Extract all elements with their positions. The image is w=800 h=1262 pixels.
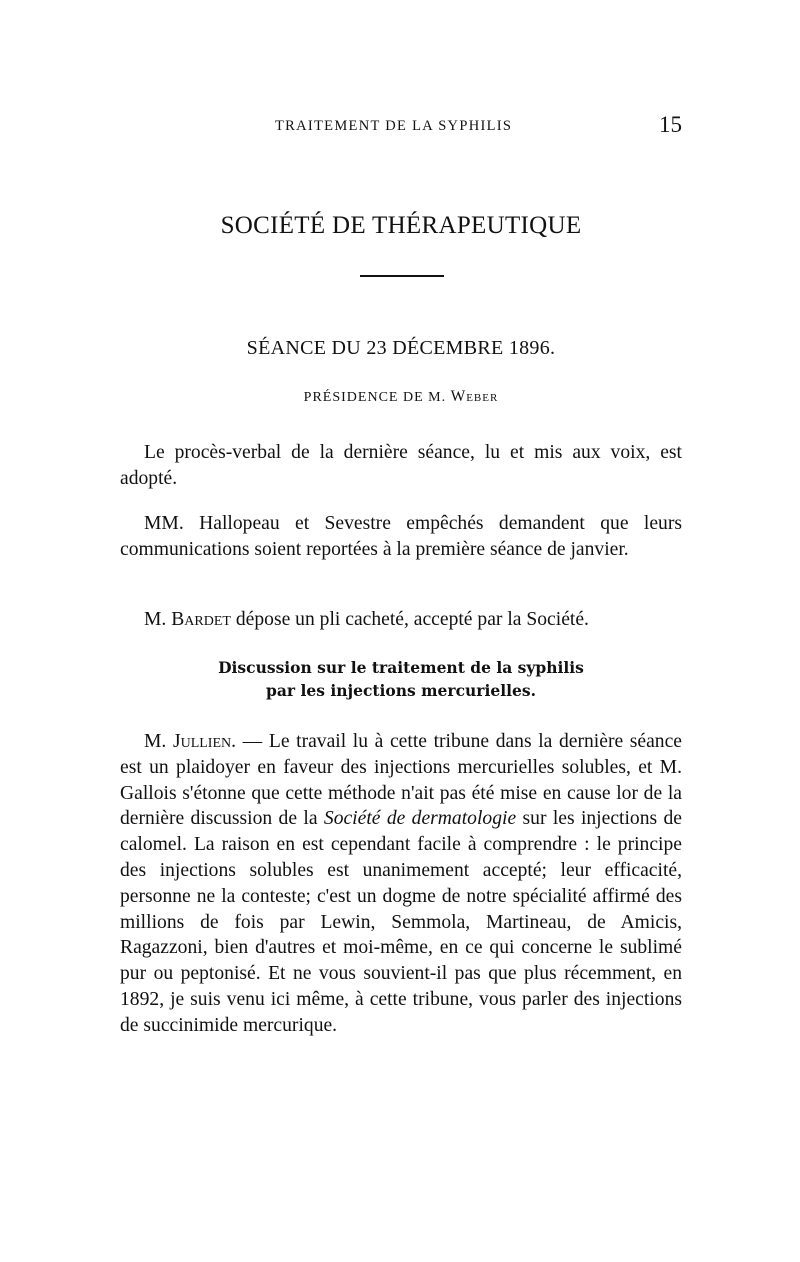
jullien-name: Jullien [172,731,232,752]
paragraph-jullien [120,729,682,1039]
jullien-italic-society: Société de dermatologie [323,808,517,830]
postponement-text: MM. Hallopeau et Sevestre empêchés demandent que leurs communications soient reportées à la première séance de janvier. [120,513,682,560]
paragraph-postponement [120,511,682,563]
bardet-name: Bardet [171,609,231,630]
presidence-prefix: PRÉSIDENCE DE M. [303,390,447,405]
paragraph-bardet [120,607,682,633]
seance-date: SÉANCE DU 23 DÉCEMBRE 1896. [246,337,556,359]
discussion-heading [120,656,682,702]
discussion-heading-line2: par les injections mercurielles. [266,681,536,700]
page-number: 15 [659,112,682,137]
title-rule [360,275,444,277]
minutes-text: Le procès-verbal de la dernière séance, lu et mis aux voix, est adopté. [120,442,682,489]
jullien-text-b: sur les injections de calomel. La raison en est cependant facile à comprendre : le principe des injections solubles est unanimement accepté; leur efficacité, personne ne la conteste; c'est un dogme de notre spécialité affirmé des millions de fois par Lewin, Semmola, Martineau, de Amicis, Ragazzoni, bien d'autres et moi-même, en ce qui concerne le sublimé pur ou peptonisé. Et ne vous souvient-il pas que plus récemment, en 1892, je suis venu ici même, à cette tribune, vous parler des injections de succinimide mercurique. [120,808,682,1036]
jullien-text-a: . — Le travail lu à cette tribune dans la dernière séance est un plaidoyer en faveur des injections mercurielles solubles, et M. Gallois s'étonne que cette méthode n'ait pas été mise en cause lor de la dernière discussion de la [120,731,682,830]
jullien-prefix: M. [144,731,167,752]
bardet-prefix: M. [144,609,167,630]
paragraph-minutes [120,440,682,492]
president-name: Weber [450,388,499,405]
running-header [120,114,682,138]
presidence-line [120,388,682,406]
running-title: TRAITEMENT DE LA SYPHILIS [275,118,513,134]
society-title: SOCIÉTÉ DE THÉRAPEUTIQUE [220,212,582,239]
discussion-heading-line1: Discussion sur le traitement de la syphilis [218,658,584,677]
bardet-text: dépose un pli cacheté, accepté par la Société. [235,609,589,630]
